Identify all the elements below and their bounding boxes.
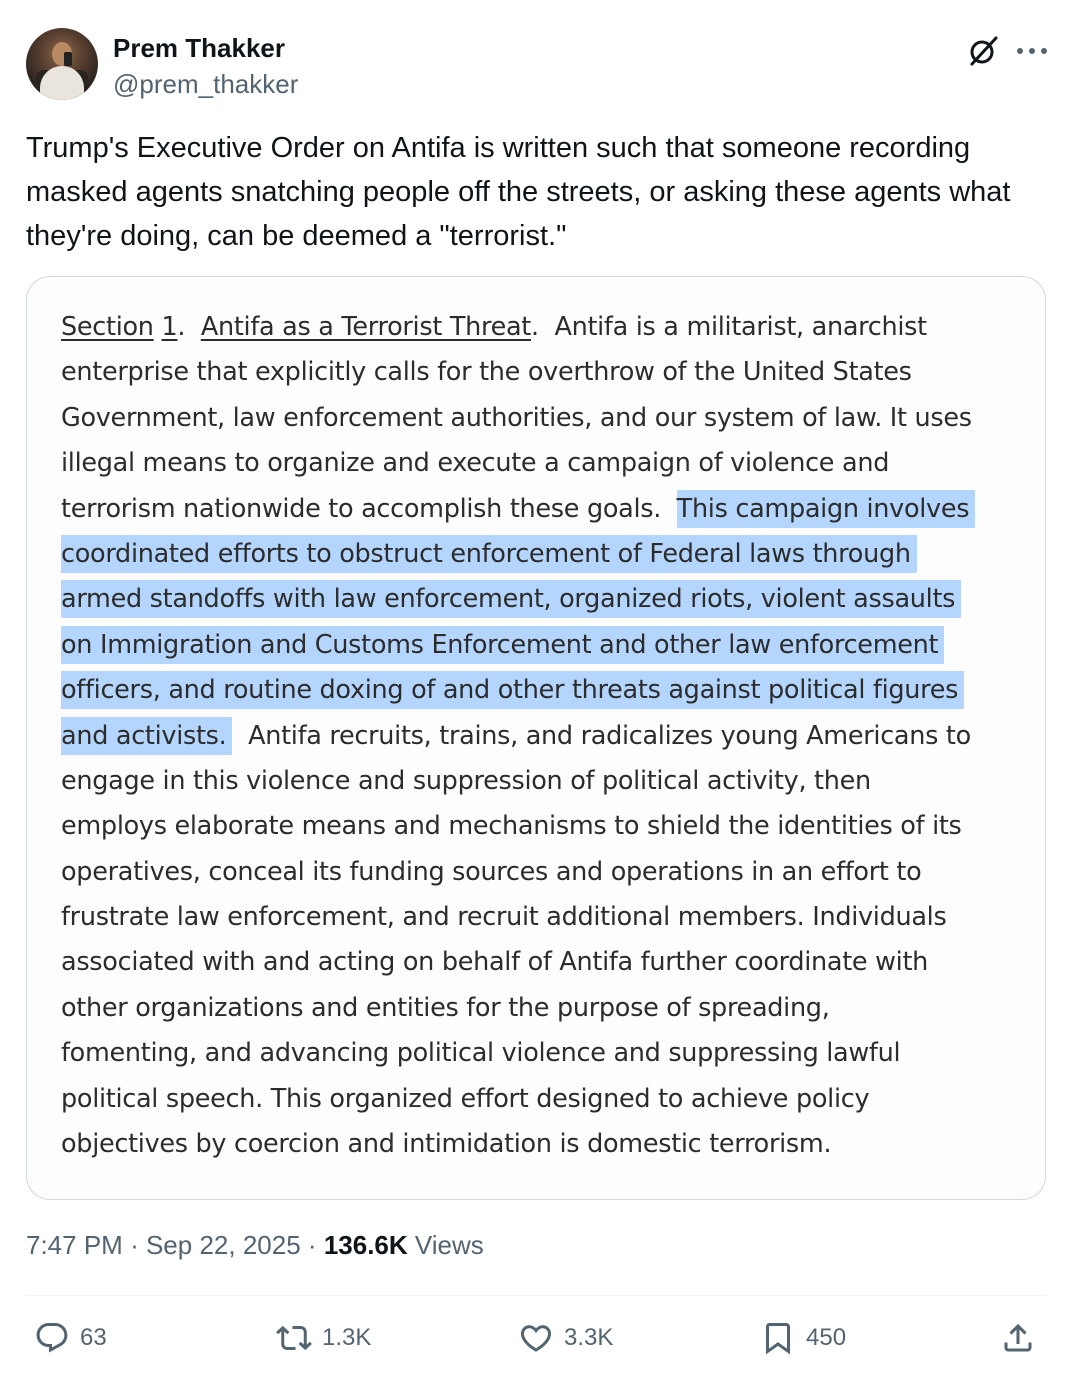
attached-image[interactable] bbox=[26, 276, 1046, 1200]
avatar[interactable] bbox=[26, 28, 98, 100]
author-handle[interactable]: @prem_thakker bbox=[113, 69, 299, 99]
section-title: Antifa as a Terrorist Threat bbox=[200, 312, 532, 342]
doc-line-12: employs elaborate means and mechanisms to shield the identities of its bbox=[61, 811, 962, 842]
retweet-count: 1.3K bbox=[322, 1324, 372, 1351]
doc-line-3: Government, law enforcement authorities, and our system of law. It uses bbox=[61, 402, 972, 433]
avatar-phone bbox=[64, 52, 72, 66]
doc-line-14: frustrate law enforcement, and recruit additional members. Individuals bbox=[61, 902, 947, 933]
like-count: 3.3K bbox=[564, 1324, 614, 1351]
doc-line-15: associated with and acting on behalf of Antifa further coordinate with bbox=[61, 947, 929, 978]
tweet-meta bbox=[26, 1228, 484, 1262]
doc-line-16: other organizations and entities for the purpose of spreading, bbox=[61, 992, 830, 1023]
section-label: Section bbox=[61, 312, 154, 342]
doc-line-9 bbox=[61, 668, 1027, 713]
tweet-header bbox=[26, 28, 1050, 102]
doc-text: Antifa recruits, trains, and radicalizes young Americans to bbox=[248, 720, 971, 751]
heart-icon bbox=[518, 1320, 554, 1356]
highlighted-text: coordinated efforts to obstruct enforcement of Federal laws through bbox=[61, 535, 917, 573]
doc-line-5 bbox=[61, 487, 1027, 532]
views-label: Views bbox=[414, 1230, 484, 1260]
highlighted-text: This campaign involves bbox=[677, 490, 976, 528]
views-count: 136.6K bbox=[323, 1230, 408, 1260]
doc-line-11: engage in this violence and suppression of political activity, then bbox=[61, 765, 871, 796]
doc-line-13: operatives, conceal its funding sources and operations in an effort to bbox=[61, 856, 922, 887]
bookmark-count: 450 bbox=[806, 1324, 847, 1351]
tweet-text: Trump's Executive Order on Antifa is written such that someone recording masked agents snatching people off the streets, or asking these agents what they're doing, can be deemed a "terrorist." bbox=[26, 132, 1011, 252]
highlighted-text: armed standoffs with law enforcement, organized riots, violent assaults bbox=[61, 580, 961, 618]
doc-line-7 bbox=[61, 577, 1027, 622]
divider bbox=[26, 1295, 1046, 1296]
share-button[interactable] bbox=[1000, 1312, 1036, 1364]
retweet-button[interactable] bbox=[276, 1312, 371, 1364]
reply-button[interactable] bbox=[34, 1312, 107, 1364]
bookmark-icon bbox=[760, 1320, 796, 1356]
retweet-icon bbox=[276, 1320, 312, 1356]
doc-text: terrorism nationwide to accomplish these goals. bbox=[61, 493, 662, 524]
doc-line-19: objectives by coercion and intimidation is domestic terrorism. bbox=[61, 1129, 832, 1160]
highlighted-text: and activists. bbox=[61, 717, 232, 755]
share-icon bbox=[1000, 1320, 1036, 1356]
like-button[interactable] bbox=[518, 1312, 613, 1364]
reply-icon bbox=[34, 1320, 70, 1356]
doc-line-4: illegal means to organize and execute a campaign of violence and bbox=[61, 448, 890, 479]
author-display-name[interactable]: Prem Thakker bbox=[113, 33, 285, 63]
tweet-time[interactable]: 7:47 PM bbox=[26, 1230, 123, 1260]
doc-line-18: political speech. This organized effort designed to achieve policy bbox=[61, 1083, 870, 1114]
doc-line-10 bbox=[61, 714, 1027, 759]
doc-line-8 bbox=[61, 623, 1027, 668]
grok-icon[interactable] bbox=[966, 34, 1000, 68]
reply-count: 63 bbox=[80, 1324, 107, 1351]
doc-text: Antifa is a militarist, anarchist bbox=[554, 312, 927, 342]
highlighted-text: on Immigration and Customs Enforcement and other law enforcement bbox=[61, 626, 944, 664]
doc-line-6 bbox=[61, 532, 1027, 577]
highlighted-text: officers, and routine doxing of and other threats against political figures bbox=[61, 671, 964, 709]
doc-line-17: fomenting, and advancing political violence and suppressing lawful bbox=[61, 1038, 901, 1069]
section-number: 1 bbox=[161, 312, 178, 342]
doc-line-2: enterprise that explicitly calls for the overthrow of the United States bbox=[61, 357, 912, 388]
meta-separator: · bbox=[130, 1230, 139, 1260]
more-icon[interactable] bbox=[1014, 34, 1050, 68]
doc-line-1: Section 1. Antifa as a Terrorist Threat. Antifa is a militarist, anarchist bbox=[61, 312, 927, 342]
bookmark-button[interactable] bbox=[760, 1312, 846, 1364]
meta-separator: · bbox=[307, 1230, 317, 1260]
action-bar bbox=[0, 1312, 1076, 1364]
tweet-date[interactable]: Sep 22, 2025 bbox=[145, 1230, 301, 1260]
document-excerpt bbox=[61, 305, 1027, 1167]
